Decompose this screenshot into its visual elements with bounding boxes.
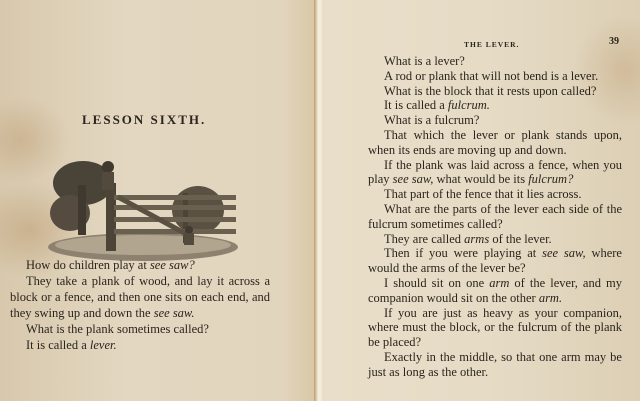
paragraph: What is the plank sometimes called? [26,322,209,336]
paragraph: What is a lever? [384,54,465,68]
paragraph: That which the lever or plank stands upon, when its ends are moving up and down. [368,127,622,157]
lesson-title: LESSON SIXTH. [82,112,207,127]
paragraph: What is a fulcrum? [384,113,480,128]
paragraph: That part of the fence that it lies across. [384,187,582,202]
paragraph: It is called a lever. [26,338,117,352]
paragraph: What are the parts of the lever each side of the fulcrum sometimes called? [368,201,622,231]
paragraph: If the plank was laid across a fence, when you play see saw, what would be its fulcrum? [368,157,622,187]
left-page [0,0,314,401]
paragraph: It is called a fulcrum. [384,98,490,113]
paragraph: If you are just as heavy as your companion, where must the block, or the fulcrum of the plank be placed? [368,305,622,350]
paragraph: They take a plank of wood, and lay it across a block or a fence, and then one sits on each end, and they swing up and down the see saw. [10,274,270,320]
paragraph: What is the block that it rests upon called? [384,83,597,98]
left-page-text [10,257,270,353]
page-number: 39 [609,36,619,47]
paragraph: How do children play at see saw? [26,258,195,272]
paragraph: Exactly in the middle, so that one arm may be just as long as the other. [368,349,622,379]
paragraph: I should sit on one arm of the lever, and my companion would sit on the other arm. [368,275,623,305]
running-head: THE LEVER. [464,40,520,49]
right-page [324,0,640,401]
book-gutter [314,0,324,401]
see-saw-illustration [48,155,238,263]
paragraph: They are called arms of the lever. [384,231,552,246]
paragraph: A rod or plank that will not bend is a lever. [384,68,599,83]
paragraph: Then if you were playing at see saw, where would the arms of the lever be? [368,246,622,276]
right-page-text [368,54,622,380]
